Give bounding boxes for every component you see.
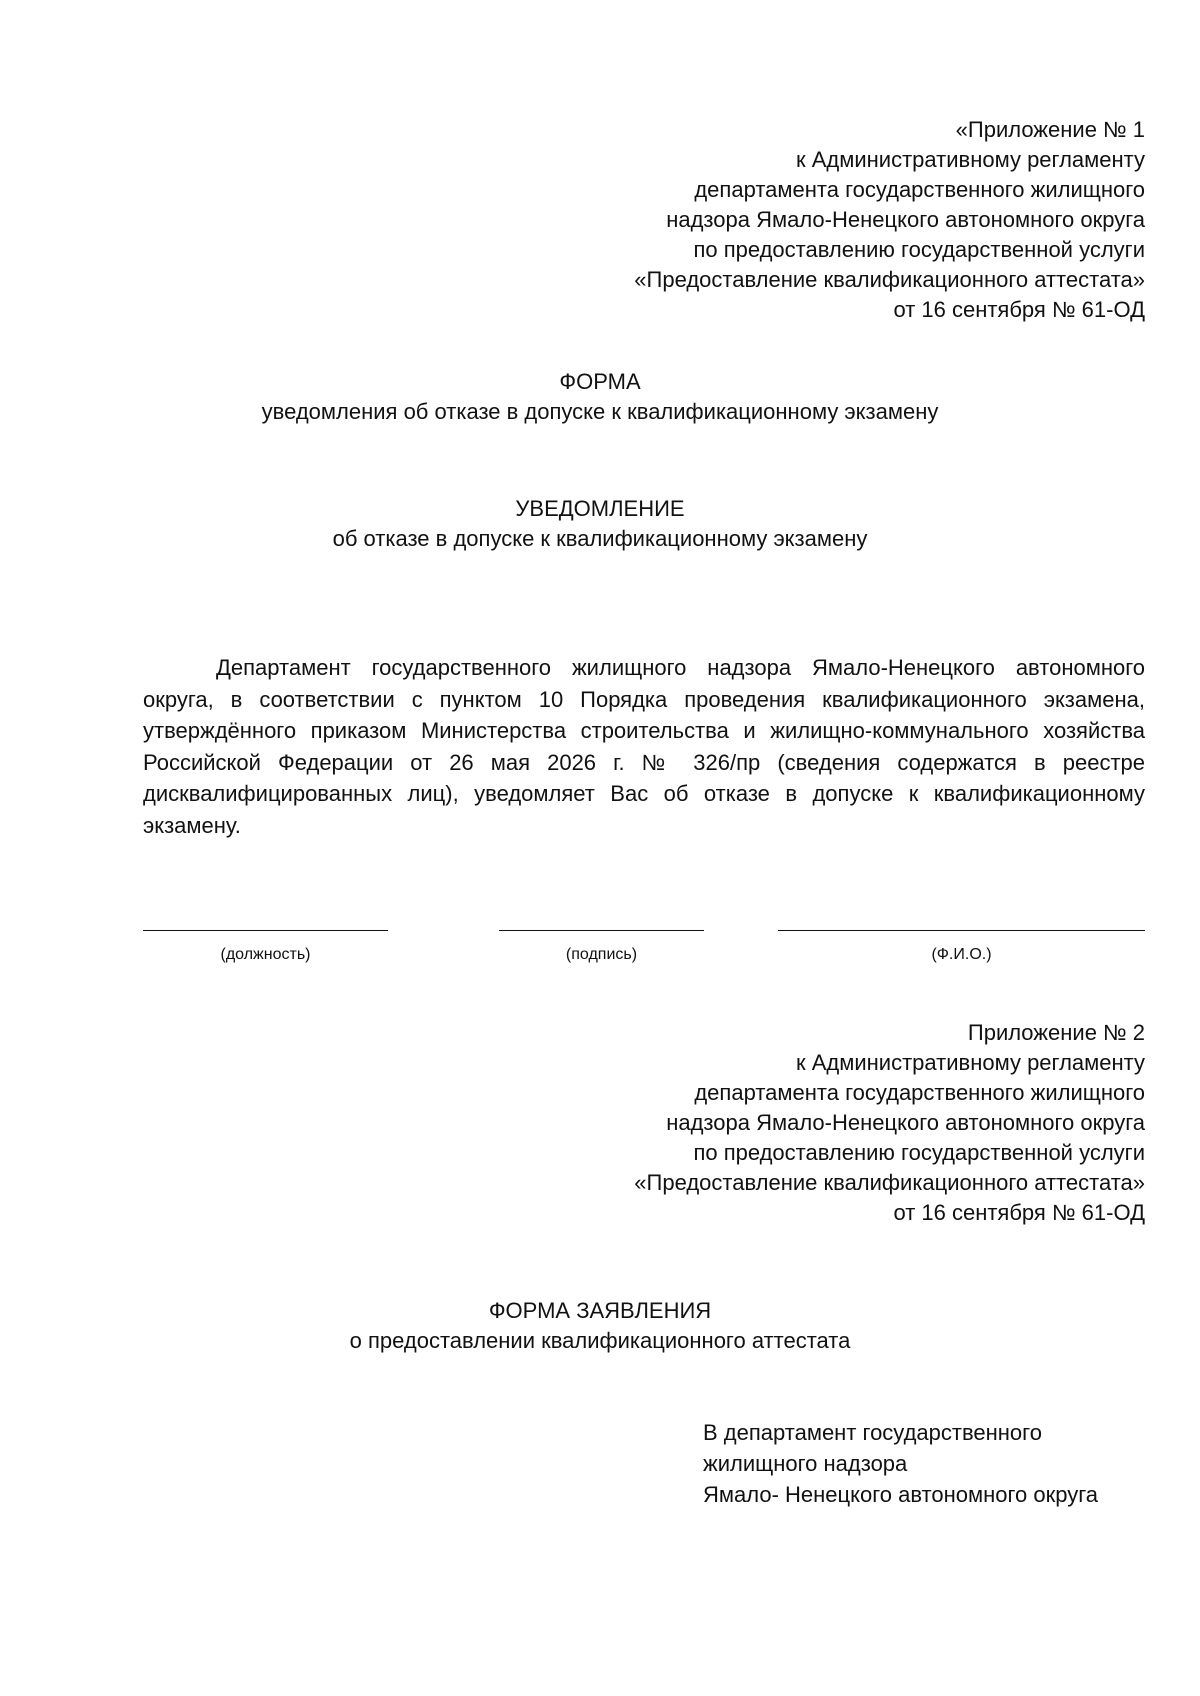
form-1-subtitle: уведомления об отказе в допуске к квалификационному экзамену xyxy=(261,399,939,424)
appendix-2-line: департамента государственного жилищного xyxy=(694,1080,1145,1105)
appendix-2-line: от 16 сентября № 61-ОД xyxy=(893,1200,1145,1225)
fio-label: (Ф.И.О.) xyxy=(931,946,992,963)
recipient-line: В департамент государственного xyxy=(703,1420,1042,1445)
position-label: (должность) xyxy=(220,946,311,963)
notice-subtitle: об отказе в допуске к квалификационному экзамену xyxy=(332,526,868,551)
sign-signature-line xyxy=(499,930,704,932)
position-signature-line xyxy=(143,930,388,932)
appendix-1-line: «Приложение № 1 xyxy=(955,117,1145,142)
appendix-1-line: «Предоставление квалификационного аттестата» xyxy=(634,267,1145,292)
form-2-heading xyxy=(0,1296,1200,1356)
notice-body: Департамент государственного жилищного надзора Ямало-Ненецкого автономного округа, в соответствии с пунктом 10 Порядка проведения квалификационного экзамена, утверждённого приказом Министерства строительства и жилищно-коммунального хозяйства Российской Федерации от 26 мая 2026 г. № 326/пр (сведения содержатся в реестре дисквалифицированных лиц), уведомляет Вас об отказе в допуске к квалификационному экзамену. xyxy=(143,655,1145,838)
recipient-block xyxy=(703,1417,1098,1510)
appendix-2-line: «Предоставление квалификационного аттестата» xyxy=(634,1170,1145,1195)
appendix-2-line: Приложение № 2 xyxy=(967,1020,1145,1045)
notice-heading xyxy=(0,494,1200,554)
appendix-1-line: по предоставлению государственной услуги xyxy=(693,237,1145,262)
appendix-1-line: надзора Ямало-Ненецкого автономного округа xyxy=(666,207,1145,232)
form-2-title: ФОРМА ЗАЯВЛЕНИЯ xyxy=(488,1298,712,1323)
form-2-subtitle: о предоставлении квалификационного аттестата xyxy=(349,1328,851,1353)
appendix-1-line: к Административному регламенту xyxy=(795,147,1145,172)
recipient-line: Ямало- Ненецкого автономного округа xyxy=(703,1482,1099,1507)
appendix-1-line: от 16 сентября № 61-ОД xyxy=(893,297,1145,322)
fio-signature-line xyxy=(778,930,1145,932)
appendix-2-line: по предоставлению государственной услуги xyxy=(693,1140,1145,1165)
form-1-title: ФОРМА xyxy=(559,369,641,394)
notice-title: УВЕДОМЛЕНИЕ xyxy=(515,496,685,521)
recipient-line: жилищного надзора xyxy=(703,1451,908,1476)
appendix-2-header xyxy=(634,1018,1145,1228)
appendix-1-line: департамента государственного жилищного xyxy=(694,177,1145,202)
appendix-2-line: к Административному регламенту xyxy=(795,1050,1145,1075)
appendix-1-header xyxy=(634,115,1145,325)
form-1-heading xyxy=(0,367,1200,427)
appendix-2-line: надзора Ямало-Ненецкого автономного округа xyxy=(666,1110,1145,1135)
sign-label: (подпись) xyxy=(565,946,638,963)
